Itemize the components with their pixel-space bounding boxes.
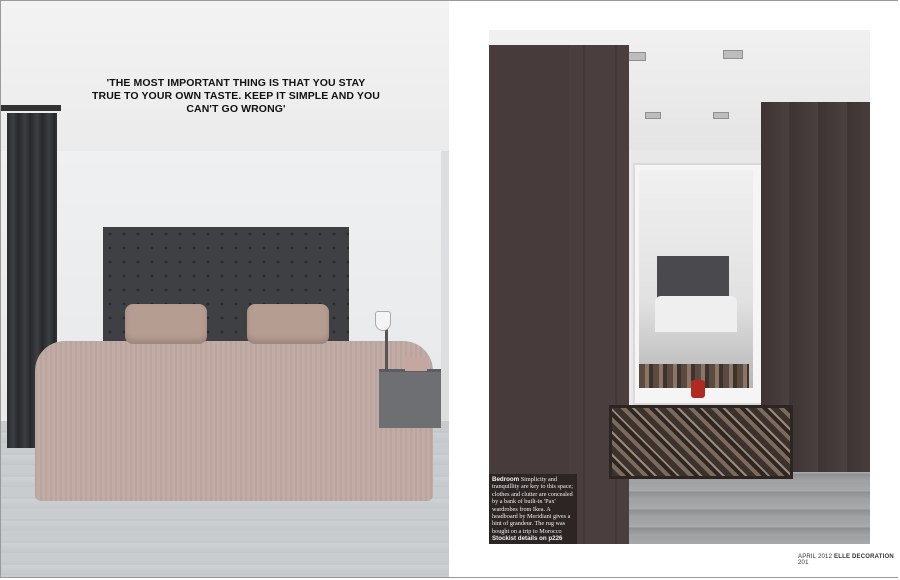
spotlight-icon [723,50,743,59]
right-page [452,1,898,577]
red-shoes [691,380,705,398]
folio-brand: ELLE DECORATION [834,554,894,560]
wall-corner [441,151,449,451]
pillow-right [247,304,329,344]
spotlight-icon [713,112,729,119]
pillow-left [125,304,207,344]
ceiling [1,1,449,151]
folio-date: APRIL 2012 [798,554,833,560]
caption-heading: Bedroom [492,476,520,483]
page-folio [798,554,898,566]
distant-bed [655,296,737,332]
folio-page-number: 201 [798,560,809,566]
bedside-box [405,357,427,371]
caption-body: Simplicity and tranquillity are key to this space; clothes and clutter are concealed by a bank of built-in 'Pax' wardrobes from Ikea. A headboard by Meridiani gives a hint of grandeur. The rug was bought on a trip to Morocco [492,476,573,535]
bedside-table [379,369,441,428]
caption-stockist: Stockist details on p226 [492,535,563,543]
lamp-icon [375,311,391,331]
photo-caption [489,474,577,544]
left-page-photo [1,1,449,577]
curtain-rod [1,105,61,111]
moroccan-rug [609,405,793,479]
spotlight-icon [645,112,661,119]
spotlight-icon [626,52,646,61]
wardrobe-left-end [489,45,569,544]
bedspread [35,341,433,501]
corridor-photo [489,30,870,544]
distant-headboard [657,256,729,300]
pull-quote: 'THE MOST IMPORTANT THING IS THAT YOU STAY TRUE TO YOUR OWN TASTE. KEEP IT SIMPLE AND YOU CAN'T GO WRONG' [92,77,380,115]
